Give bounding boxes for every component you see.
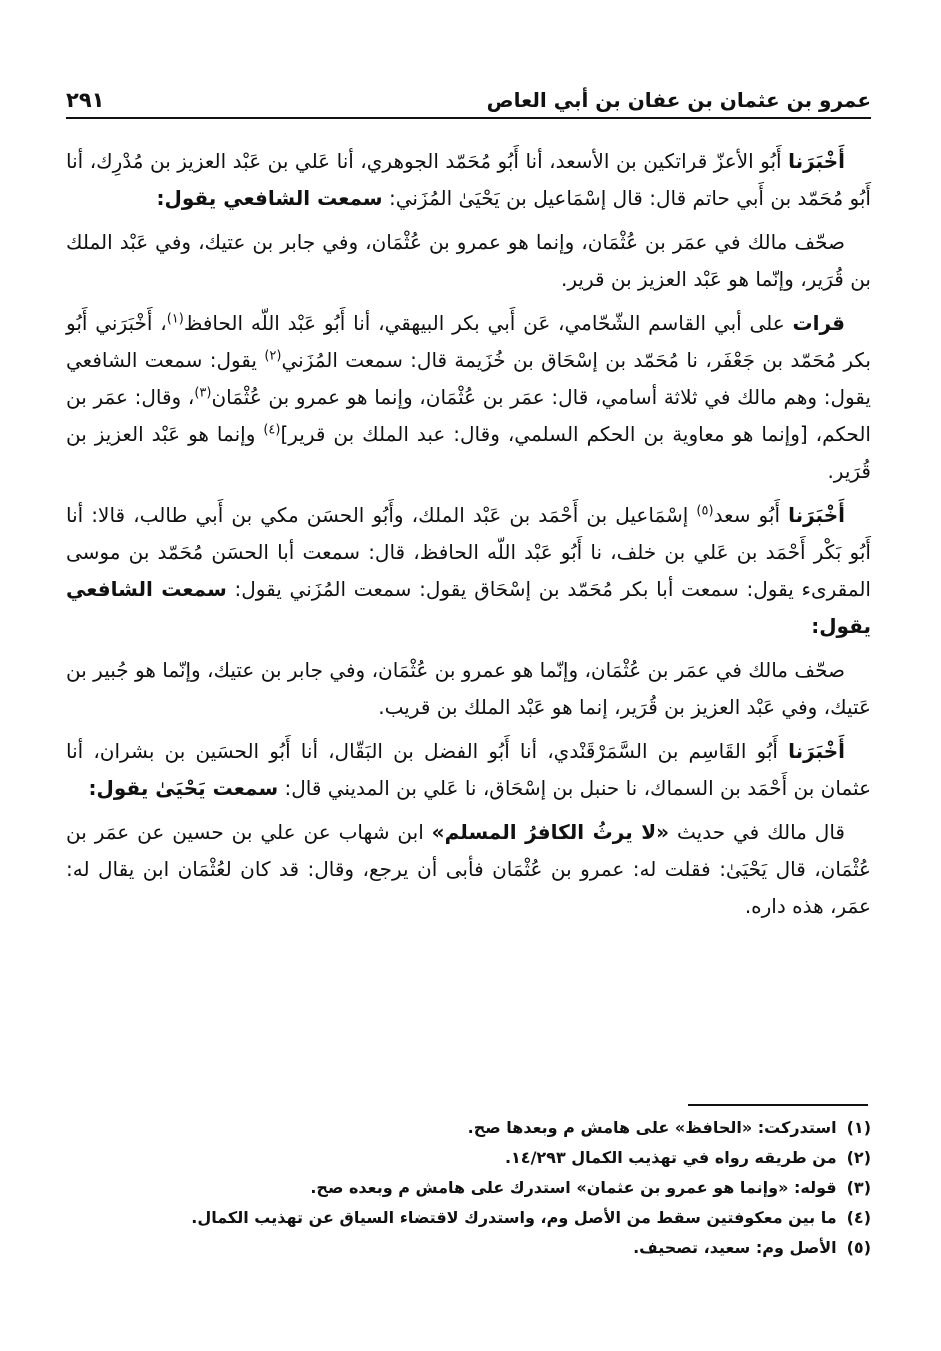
footnotes (66, 1113, 871, 1263)
footnote-text: ما بين معكوفتين سقط من الأصل وم، واستدرك لاقتضاء السياق عن تهذيب الكمال. (191, 1208, 837, 1227)
paragraph-lead: أَخْبَرَنا (788, 739, 845, 763)
footnote-number: (٤) (846, 1208, 871, 1227)
footnote-number: (٣) (846, 1178, 871, 1197)
paragraph-text: صحّف مالك في عمَر بن عُثْمَان، وإنّما هو عمرو بن عُثْمَان، وفي جابر بن عتيك، وإنّما هو جُبير بن عَتيك، وفي عَبْد العزيز بن قُرَير، إنما هو عَبْد الملك بن قريب. (66, 658, 871, 719)
footnote-number: (١) (846, 1118, 871, 1137)
running-title: عمرو بن عثمان بن عفان بن أبي العاص (486, 88, 871, 112)
paragraph-text: إسْمَاعيل بن أَحْمَد بن عَبْد الملك، وأَبُو الحسَن مكي بن أَبي طالب، قالا: أنا أَبُو بَكْر أَحْمَد بن عَلي بن خلف، نا أَبُو عَبْد اللّه الحافظ، قال: سمعت أبا الحسَن مُحَمّد بن موسى المقرىء يقول: سمعت أبا بكر مُحَمّد بن إسْحَاق يقول: سمعت المُزَني يقول: (66, 503, 871, 601)
paragraph-7 (66, 814, 871, 925)
paragraph-text: أَبُو الأعزّ قراتكين بن الأسعد، أنا أَبُو مُحَمّد الجوهري، أنا عَلي بن عَبْد العزيز بن مُدْرِك، أنا أَبُو مُحَمّد بن أَبي حاتم قال: قال إسْمَاعيل بن يَحْيَىٰ المُزَني: (66, 149, 871, 210)
page-number: ٢٩١ (66, 88, 105, 112)
footnote-ref: (٤) (263, 422, 281, 438)
footnote-text: استدركت: «الحافظ» على هامش م وبعدها صح. (467, 1118, 837, 1137)
paragraph-text: قال مالك في حديث (669, 820, 845, 844)
footnote-ref: (٥) (696, 503, 714, 519)
paragraph-text: ، أَخْبَرَني أَبُو بكر مُحَمّد بن جَعْفَر، نا مُحَمّد بن إسْحَاق بن خُزَيمة قال: سمعت المُزَني (66, 311, 871, 372)
paragraph-1 (66, 143, 871, 217)
paragraph-lead: أَخْبَرَنا (788, 149, 845, 173)
paragraph-text: ابن شهاب عن علي بن حسين عن عمَر بن عُثْمَان، قال يَحْيَىٰ: فقلت له: عمرو بن عُثْمَان فأبى أن يرجع، وقال: قد كان لعُثْمَان ابن يقال له: عمَر، هذه داره. (66, 820, 871, 918)
footnote-2 (66, 1143, 871, 1173)
paragraph-6 (66, 733, 871, 807)
paragraph-text: يقول: سمعت الشافعي يقول: وهم مالك في ثلاثة أسامي، قال: عمَر بن عُثْمَان، وإنما هو عمرو بن عُثْمَان (66, 348, 871, 409)
paragraph-4 (66, 497, 871, 645)
footnote-number: (٥) (846, 1238, 871, 1257)
paragraph-tail: سمعت يَحْيَىٰ يقول: (88, 776, 279, 800)
footnote-ref: (٣) (194, 385, 212, 401)
paragraph-2 (66, 224, 871, 298)
paragraph-lead: قرات (792, 311, 845, 335)
footnote-3 (66, 1173, 871, 1203)
page-header (66, 78, 871, 112)
footnote-ref: (١) (166, 311, 184, 327)
paragraph-tail: سمعت الشافعي يقول: (66, 577, 871, 638)
footnote-5 (66, 1233, 871, 1263)
footnote-text: الأصل وم: سعيد، تصحيف. (633, 1238, 837, 1257)
footnote-number: (٢) (846, 1148, 871, 1167)
main-text (66, 143, 871, 932)
paragraph-lead: أَخْبَرَنا (788, 503, 845, 527)
paragraph-5 (66, 652, 871, 726)
paragraph-text: ، وقال: عمَر بن الحكم، [وإنما هو معاوية بن الحكم السلمي، وقال: عبد الملك بن قرير] (66, 385, 871, 446)
footnote-4 (66, 1203, 871, 1233)
paragraph-text: على أبي القاسم الشّحّامي، عَن أَبي بكر البيهقي، أنا أَبُو عَبْد اللّه الحافظ (183, 311, 793, 335)
paragraph-text: وإنما هو عَبْد العزيز بن قُرَير. (66, 422, 871, 483)
paragraph-tail: سمعت الشافعي يقول: (156, 186, 383, 210)
footnote-text: قوله: «وإنما هو عمرو بن عثمان» استدرك على هامش م وبعده صح. (310, 1178, 837, 1197)
footnote-rule (688, 1104, 868, 1106)
header-rule (66, 117, 871, 119)
footnote-1 (66, 1113, 871, 1143)
footnote-ref: (٢) (264, 348, 282, 364)
hadith-quote: «لا يرثُ الكافرُ المسلم» (431, 820, 670, 844)
footnote-text: من طريقه رواه في تهذيب الكمال ١٤/٢٩٣. (504, 1148, 837, 1167)
paragraph-text: أَبُو القَاسِم بن السَّمَرْقَنْدي، أنا أَبُو الفضل بن البَقّال، أنا أَبُو الحسَين بن بشران، أنا عثمان بن أَحْمَد بن السماك، نا حنبل بن إسْحَاق، نا عَلي بن المديني قال: (66, 739, 871, 800)
paragraph-text: صحّف مالك في عمَر بن عُثْمَان، وإنما هو عمرو بن عُثْمَان، وفي جابر بن عتيك، وفي عَبْد الملك بن قُرَير، وإنّما هو عَبْد العزيز بن قرير. (66, 230, 871, 291)
paragraph-3 (66, 305, 871, 490)
paragraph-text: أَبُو سعد (713, 503, 789, 527)
